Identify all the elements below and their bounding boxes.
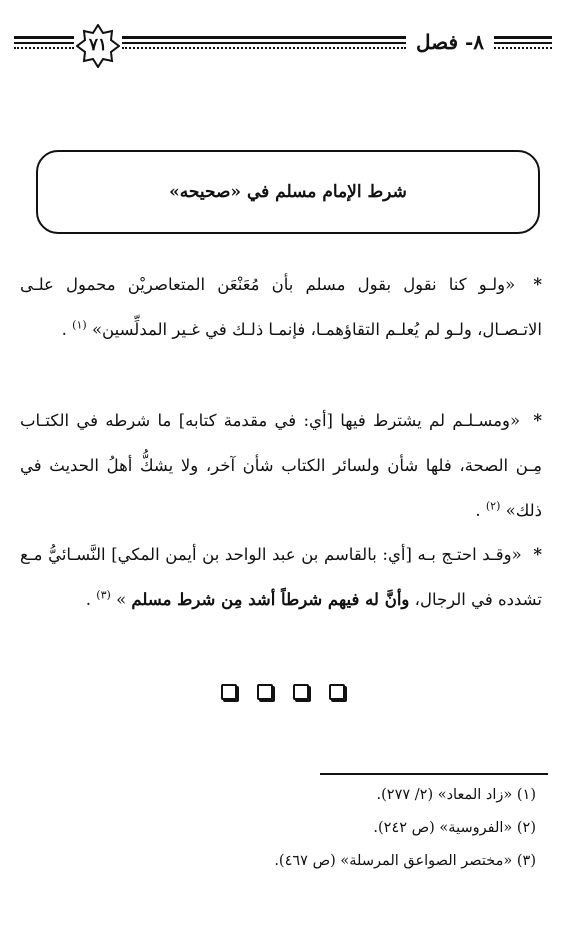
- footnote-ref: (٢): [485, 499, 501, 513]
- chapter-heading: ٨- فصل: [415, 30, 485, 54]
- footnote-3: (٣) «مختصر الصواعق المرسلة» (ص ٤٦٧).: [274, 853, 536, 869]
- paragraph-tail: .: [475, 501, 481, 520]
- section-title: شرط الإمام مسلم في «صحيحه»: [169, 182, 407, 202]
- header-rule-middle: [122, 36, 406, 56]
- paragraph-bold-text: وأنَّ له فيهم شرطاً أشد مِن شرط مسلم: [131, 590, 410, 609]
- asterisk-marker: *: [533, 411, 542, 430]
- asterisk-marker: *: [533, 275, 542, 294]
- square-ornament-icon: [257, 684, 273, 700]
- paragraph-3: [20, 532, 542, 622]
- page-number-badge: [76, 24, 120, 68]
- paragraph-1: [20, 262, 542, 352]
- square-ornament-icon: [293, 684, 309, 700]
- footnote-ref: (٣): [96, 588, 111, 602]
- paragraph-text-end: »: [116, 590, 127, 609]
- section-title-box: [36, 150, 540, 234]
- paragraph-text: «ولـو كنا نقول بقول مسلم بأن مُعَنْعَن المتعاصريْن محمول علـى الاتـصـال، ولـو لم يُعلـم التقاؤهمـا، فإنمـا ذلـك في غـير المدلِّسين»: [20, 275, 542, 339]
- square-ornament-icon: [221, 684, 237, 700]
- paragraph-text: «وقـد احتـج بـه [أي: بالقاسم بن عبد الواحد بن أيمن المكي] النَّسـائيُّ مـع تشدده في الرجال،: [20, 545, 542, 609]
- footnote-rule: [320, 773, 548, 775]
- section-divider: [0, 684, 566, 700]
- header-rule-right: [494, 36, 552, 56]
- footnote-1: (١) «زاد المعاد» (٢/ ٢٧٧).: [376, 787, 536, 803]
- page-header: [14, 22, 552, 74]
- square-ornament-icon: [329, 684, 345, 700]
- paragraph-2: [20, 398, 542, 533]
- header-rule-left: [14, 36, 74, 56]
- footnote-2: (٢) «الفروسية» (ص ٢٤٢).: [373, 820, 536, 836]
- asterisk-marker: *: [533, 545, 543, 564]
- page-number: ٧١: [88, 35, 108, 55]
- paragraph-tail: .: [61, 320, 67, 339]
- paragraph-tail: .: [85, 590, 92, 609]
- footnote-ref: (١): [72, 318, 87, 332]
- paragraph-text: «ومسـلـم لم يشترط فيها [أي: في مقدمة كتابه] ما شرطه في الكتـاب مِـن الصحة، فلها شأن ولسائر الكتاب شأن آخر، ولا يشكُّ أهلُ الحديث في ذلك»: [20, 411, 542, 520]
